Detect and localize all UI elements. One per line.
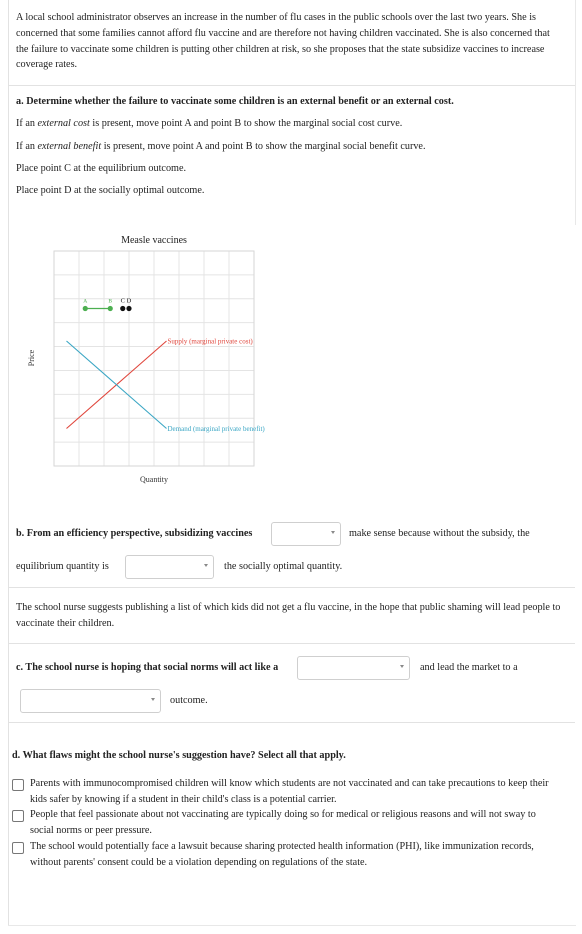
- part-c-suffix: outcome.: [170, 695, 208, 706]
- flaw-option-2[interactable]: [12, 807, 560, 839]
- checkbox[interactable]: [12, 810, 24, 822]
- panel-right-border: [575, 0, 576, 225]
- point-c-label: C: [120, 297, 125, 305]
- section-divider: [9, 587, 575, 588]
- part-b-line2-prefix: equilibrium quantity is: [16, 561, 109, 572]
- chevron-down-icon: [331, 531, 335, 534]
- flaw-option-1-label: Parents with immunocompromised children will know which students are not vaccinated and can take precautions to keep their kids safer by knowing if a student in their child's class is a potential carrier.: [30, 778, 549, 805]
- part-c-prefix: c. The school nurse is hoping that social norms will act like a: [16, 662, 279, 673]
- chevron-down-icon: [151, 698, 155, 701]
- place-c-instruction: Place point C at the equilibrium outcome.: [16, 163, 187, 174]
- section-divider: [9, 722, 575, 723]
- flaw-option-3-label: The school would potentially face a lawsuit because sharing protected health information (PHI), like immunization records, without parents' consent could be a violation depending on regulations of the state.: [30, 841, 534, 868]
- intro-paragraph: A local school administrator observes an increase in the number of flu cases in the public schools over the last two years. She is concerned that some families cannot afford flu vaccine and are therefore not having children vaccinated. She is also concerned that the failure to vaccinate some children is putting other children at risk, so she proposes that the state subsidize vaccines to increase coverage rates.: [16, 12, 550, 71]
- external-cost-instruction: If an external cost is present, move point A and point B to show the marginal social cost curve.: [16, 118, 403, 129]
- checkbox[interactable]: [12, 842, 24, 854]
- supply-curve-label: Supply (marginal private cost): [167, 337, 253, 346]
- point-b-label: B: [108, 298, 113, 305]
- point-d-label: D: [126, 297, 132, 305]
- x-axis-label: Quantity: [140, 475, 168, 484]
- market-outcome-dropdown[interactable]: [20, 689, 161, 713]
- place-d-instruction: Place point D at the socially optimal outcome.: [16, 185, 205, 196]
- social-norms-dropdown[interactable]: [297, 656, 410, 680]
- chart-grid: [54, 251, 254, 466]
- measle-vaccines-chart[interactable]: [0, 226, 582, 488]
- panel-bottom-border: [8, 925, 576, 926]
- chevron-down-icon: [204, 564, 208, 567]
- efficiency-dropdown[interactable]: [271, 522, 341, 546]
- flaw-option-1[interactable]: [12, 776, 560, 808]
- point-d[interactable]: [126, 306, 131, 311]
- point-a[interactable]: [83, 306, 88, 311]
- external-benefit-instruction: If an external benefit is present, move point A and point B to show the marginal social benefit curve.: [16, 141, 426, 152]
- chart-title: Measle vaccines: [121, 235, 187, 246]
- part-b-prefix: b. From an efficiency perspective, subsidizing vaccines: [16, 528, 253, 539]
- flaw-option-2-label: People that feel passionate about not vaccinating are typically doing so for medical or religious reasons and will not sway to social norms or peer pressure.: [30, 809, 536, 836]
- point-a-label: A: [83, 298, 88, 305]
- point-b[interactable]: [108, 306, 113, 311]
- nurse-suggestion-text: The school nurse suggests publishing a list of which kids did not get a flu vaccine, in the hope that public shaming will lead people to vaccinate their children.: [16, 602, 561, 629]
- point-c[interactable]: [120, 306, 125, 311]
- equilibrium-comparison-dropdown[interactable]: [125, 555, 214, 579]
- chevron-down-icon: [400, 665, 404, 668]
- demand-curve-label: Demand (marginal private benefit): [167, 425, 265, 433]
- checkbox[interactable]: [12, 779, 24, 791]
- part-c-middle: and lead the market to a: [420, 662, 518, 673]
- part-d-question: d. What flaws might the school nurse's suggestion have? Select all that apply.: [12, 750, 346, 761]
- section-divider: [9, 643, 575, 644]
- y-axis-label: Price: [27, 349, 36, 367]
- section-divider: [9, 85, 575, 86]
- chart-points[interactable]: [83, 298, 132, 312]
- part-b-suffix: the socially optimal quantity.: [224, 561, 343, 572]
- flaw-option-3[interactable]: [12, 839, 560, 871]
- part-a-question: a. Determine whether the failure to vaccinate some children is an external benefit or an external cost.: [16, 96, 454, 107]
- part-b-middle: make sense because without the subsidy, the: [349, 528, 530, 539]
